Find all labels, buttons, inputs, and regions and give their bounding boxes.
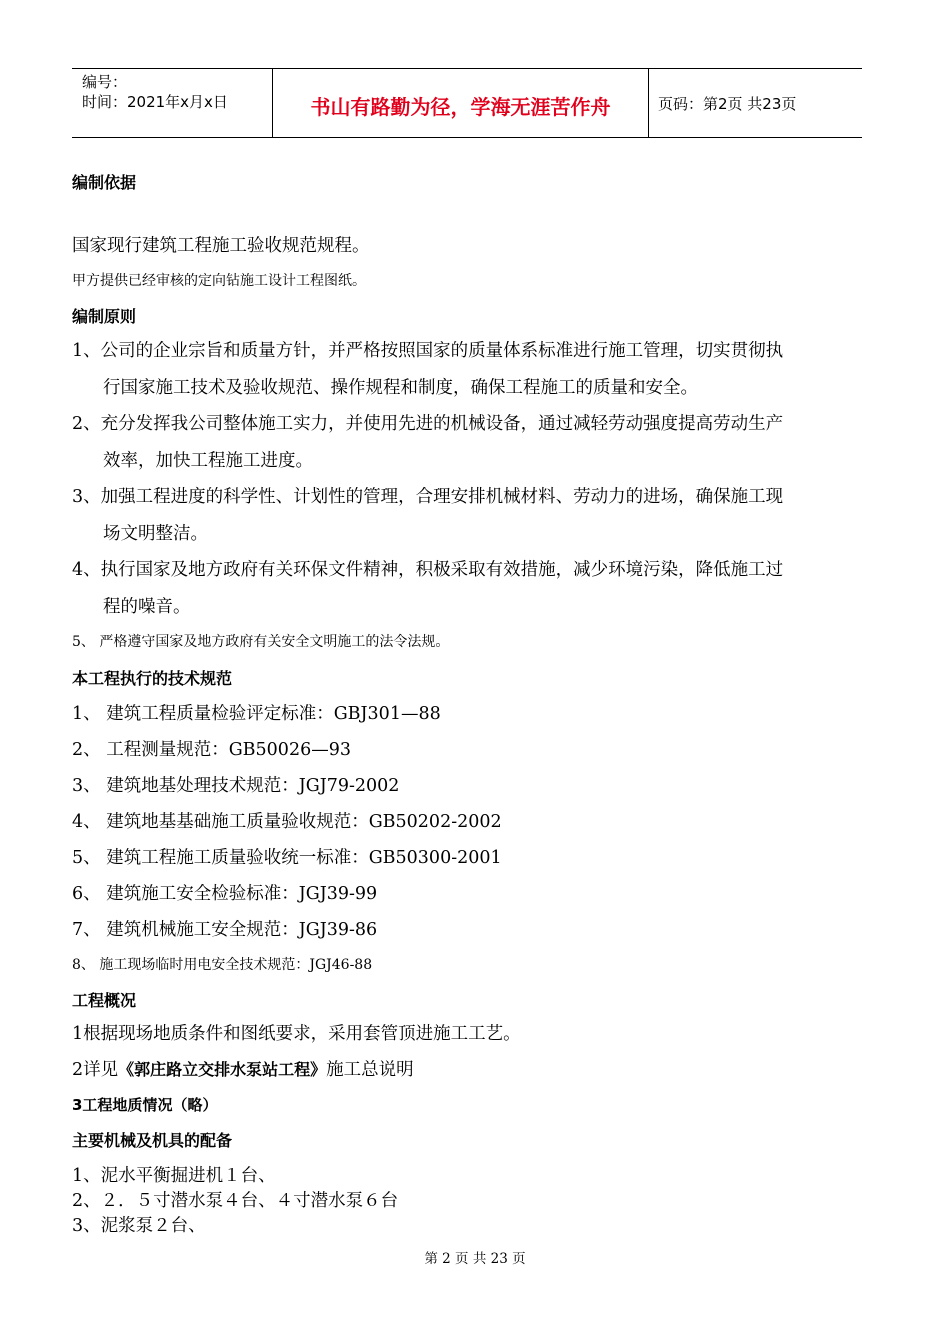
overview-line-2-prefix: 2详见 [72,1060,119,1080]
section-title-overview: 工程概况 [72,991,137,1010]
project-name: 《郭庄路立交排水泵站工程》 [118,1060,327,1079]
equipment-item: 3、泥浆泵２台、 [72,1216,206,1236]
principle-1-line-1: 1、公司的企业宗旨和质量方针，并严格按照国家的质量体系标准进行施工管理，切实贯彻执 [72,341,784,361]
overview-line-2 [72,1056,414,1081]
spec-item: 7、 建筑机械施工安全规范：JGJ39-86 [72,920,378,940]
document-header [72,68,862,138]
section-title-specs: 本工程执行的技术规范 [72,669,233,688]
overview-line-2-suffix: 施工总说明 [326,1060,414,1080]
header-motto: 书山有路勤为径，学海无涯苦作舟 [310,95,611,119]
principle-4-line-1: 4、执行国家及地方政府有关环保文件精神，积极采取有效措施，减少环境污染，降低施工过 [72,560,784,580]
spec-item: 1、 建筑工程质量检验评定标准：GBJ301—88 [72,704,441,724]
section-title-basis: 编制依据 [72,173,137,192]
overview-line-1: 1根据现场地质条件和图纸要求，采用套管顶进施工工艺。 [72,1024,521,1044]
principle-2-line-2: 效率，加快工程施工进度。 [103,451,313,471]
equipment-item: 1、泥水平衡掘进机１台、 [72,1166,276,1186]
equipment-item: 2、２．５寸潜水泵４台、４寸潜水泵６台 [72,1191,399,1211]
page-counter: 页码：第2页 共23页 [658,95,797,113]
principle-4-line-2: 程的噪音。 [103,597,191,617]
basis-line-2: 甲方提供已经审核的定向钻施工设计工程图纸。 [72,273,366,289]
section-title-equipment: 主要机械及机具的配备 [72,1131,233,1150]
document-number-label: 编号： [82,73,128,91]
overview-line-3: 3工程地质情况（略） [72,1096,218,1114]
spec-item: 6、 建筑施工安全检验标准：JGJ39-99 [72,884,378,904]
section-title-principles: 编制原则 [72,307,137,326]
principle-5: 5、 严格遵守国家及地方政府有关安全文明施工的法令法规。 [72,634,450,650]
header-right-cell [648,69,862,137]
principle-1-line-2: 行国家施工技术及验收规范、操作规程和制度，确保工程施工的质量和安全。 [103,378,698,398]
spec-item: 3、 建筑地基处理技术规范：JGJ79-2002 [72,776,400,796]
spec-item: 2、 工程测量规范：GB50026—93 [72,740,351,760]
principle-3-line-2: 场文明整洁。 [103,524,208,544]
header-left-cell [72,69,272,137]
basis-line-1: 国家现行建筑工程施工验收规范规程。 [72,236,370,256]
principle-3-line-1: 3、加强工程进度的科学性、计划性的管理，合理安排机械材料、劳动力的进场，确保施工现 [72,487,784,507]
page-footer: 第 2 页 共 23 页 [424,1251,526,1267]
document-time-label: 时间：2021年x月x日 [82,93,228,111]
principle-2-line-1: 2、充分发挥我公司整体施工实力，并使用先进的机械设备，通过减轻劳动强度提高劳动生产 [72,414,784,434]
spec-item: 5、 建筑工程施工质量验收统一标准：GB50300-2001 [72,848,502,868]
header-middle-cell [272,69,649,137]
spec-item: 8、 施工现场临时用电安全技术规范：JGJ46-88 [72,957,373,973]
spec-item: 4、 建筑地基基础施工质量验收规范：GB50202-2002 [72,812,502,832]
